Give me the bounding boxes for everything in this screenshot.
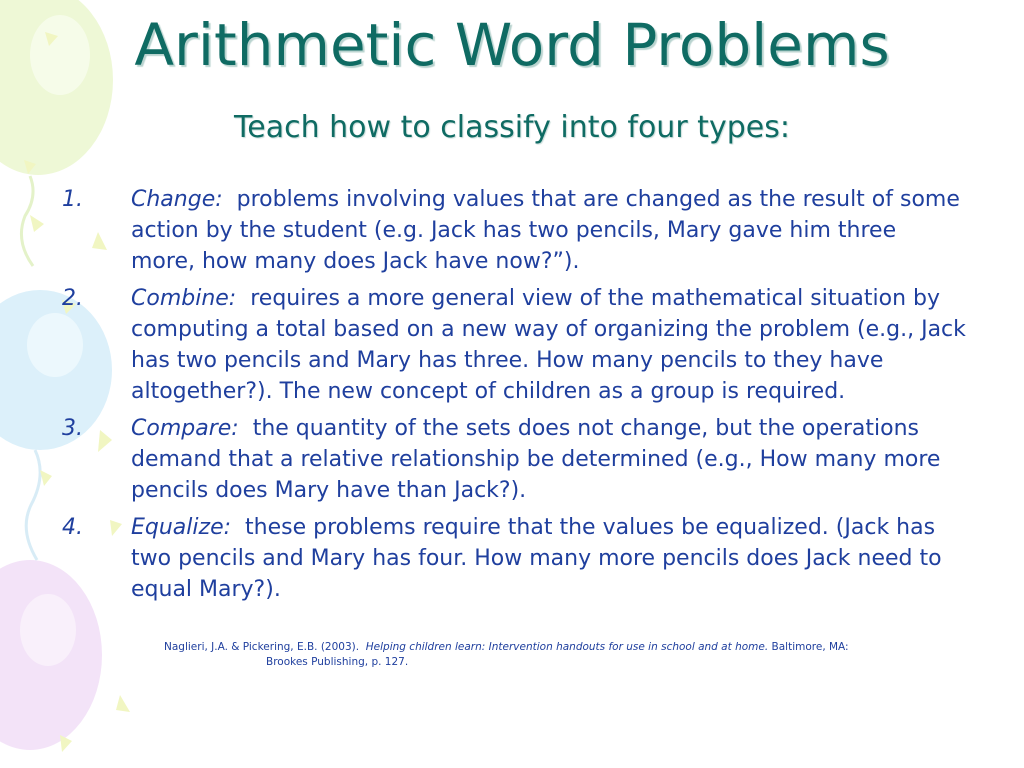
list-number: 1.	[62, 187, 83, 212]
list-number: 2.	[62, 286, 83, 311]
citation-book-title: Helping children learn: Intervention handouts for use in school and at home.	[365, 641, 769, 653]
description-change: problems involving values that are changed as the result of some action by the student (e.g. Jack has two pencils, Mary gave him three more, how many does Jack have now?”).	[131, 187, 960, 274]
list-item-change	[62, 184, 967, 277]
slide-title: Arithmetic Word Problems	[134, 11, 890, 79]
description-combine: requires a more general view of the mathematical situation by computing a total based on a new way of organizing the problem (e.g., Jack has two pencils and Mary has three. How many pencils to they have altogether?). The new concept of children as a group is required.	[131, 286, 966, 404]
citation-publisher-part1: Baltimore, MA:	[771, 641, 849, 653]
list-number: 3.	[62, 416, 83, 441]
citation	[164, 640, 964, 670]
list-item-equalize	[62, 512, 967, 605]
list-item-combine	[62, 283, 967, 407]
term-equalize: Equalize:	[131, 515, 232, 540]
term-change: Change:	[131, 187, 223, 212]
description-equalize: these problems require that the values be equalized. (Jack has two pencils and Mary has four. How many more pencils does Jack need to equal Mary?).	[131, 515, 942, 602]
citation-publisher-part2: Brookes Publishing, p. 127.	[266, 656, 409, 668]
slide-subtitle: Teach how to classify into four types:	[234, 110, 790, 145]
term-combine: Combine:	[131, 286, 237, 311]
term-compare: Compare:	[131, 416, 239, 441]
citation-authors: Naglieri, J.A. & Pickering, E.B. (2003).	[164, 641, 360, 653]
list-number: 4.	[62, 515, 83, 540]
problem-types-list	[62, 184, 967, 611]
description-compare: the quantity of the sets does not change, but the operations demand that a relative relationship be determined (e.g., How many more pencils does Mary have than Jack?).	[131, 416, 941, 503]
list-item-compare	[62, 413, 967, 506]
